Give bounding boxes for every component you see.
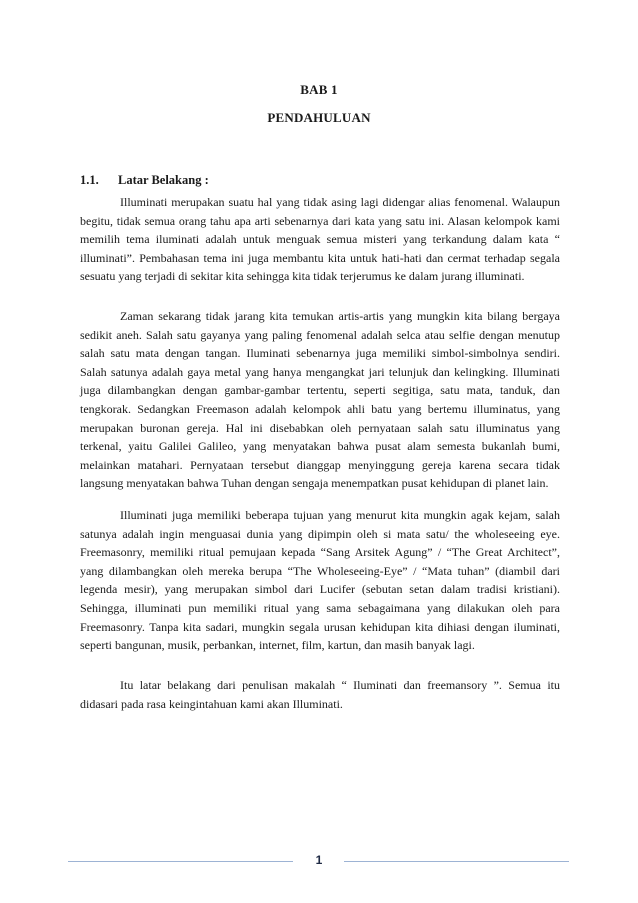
paragraph-4: Itu latar belakang dari penulisan makalah “ Iluminati dan freemansory ”. Semua itu didasari pada rasa keingintahuan kami akan Illuminati. — [80, 678, 560, 711]
section-number: 1.1. — [80, 173, 99, 187]
section-heading — [80, 173, 209, 188]
footer-rule-right — [344, 861, 569, 862]
chapter-label: BAB 1 — [300, 82, 338, 97]
paragraph-1: Illuminati merupakan suatu hal yang tidak asing lagi didengar alias fenomenal. Walaupun begitu, tidak semua orang tahu apa arti sebenarnya dari kata yang satu ini. Alasan kelompok kami memilih tema iluminati adalah untuk menguak semua misteri yang terkandung dalam kata “ illuminati”. Pembahasan tema ini juga membantu kita untuk hati-hati dan cermat terhadap segala sesuatu yang terjadi di sekitar kita sehingga kita tidak terjerumus ke dalam jurang illuminati. — [80, 195, 560, 284]
paragraph-2: Zaman sekarang tidak jarang kita temukan artis-artis yang mungkin kita bilang bergaya sedikit aneh. Salah satu gayanya yang paling fenomenal adalah selca atau selfie dengan menutup salah satu mata dengan tangan. Iluminati sebenarnya juga memiliki simbol-simbolnya sendiri. Salah satunya adalah gaya metal yang hanya mengangkat jari telunjuk dan kelingking. Illuminati juga dilambangkan dengan gambar-gambar tertentu, seperti segitiga, satu mata, tanduk, dan tengkorak. Sedangkan Freemason adalah kelompok ahli batu yang bertemu illuminatus, yang merupakan buronan gereja. Hal ini disebabkan oleh pernyataan salah satu illuminatus yang terkenal, yaitu Galilei Galileo, yang menyatakan bahwa pusat alam semesta bukanlah bumi, melainkan matahari. Pernyataan tersebut dianggap menyinggung gereja karena secara tidak langsung menyatakan bahwa Tuhan dengan sengaja menempatkan pusat kehidupan di planet lain. — [80, 309, 560, 491]
page-number: 1 — [315, 853, 323, 867]
chapter-title: PENDAHULUAN — [267, 110, 371, 125]
section-title: Latar Belakang : — [118, 173, 209, 187]
paragraph-3: Illuminati juga memiliki beberapa tujuan yang menurut kita mungkin agak kejam, salah satunya adalah ingin menguasai dunia yang dipimpin oleh si mata satu/ the wholeseeing eye. Freemasonry, memiliki ritual pemujaan kepada “Sang Arsitek Agung” / “The Great Architect”, yang dilambangkan oleh mereka berupa “The Wholeseeing-Eye” / “Mata tuhan” (diambil dari legenda mesir), yang merupakan simbol dari Lucifer (sebutan setan dalam tradisi kristiani). Sehingga, illuminati pun memiliki ritual yang sama sebagaimana yang dilakukan oleh para Freemasonry. Tanpa kita sadari, mungkin segala urusan kehidupan kita dihiasi dengan iluminati, seperti bangunan, musik, perbankan, internet, film, kartun, dan masih banyak lagi. — [80, 508, 560, 653]
footer-rule-left — [68, 861, 293, 862]
